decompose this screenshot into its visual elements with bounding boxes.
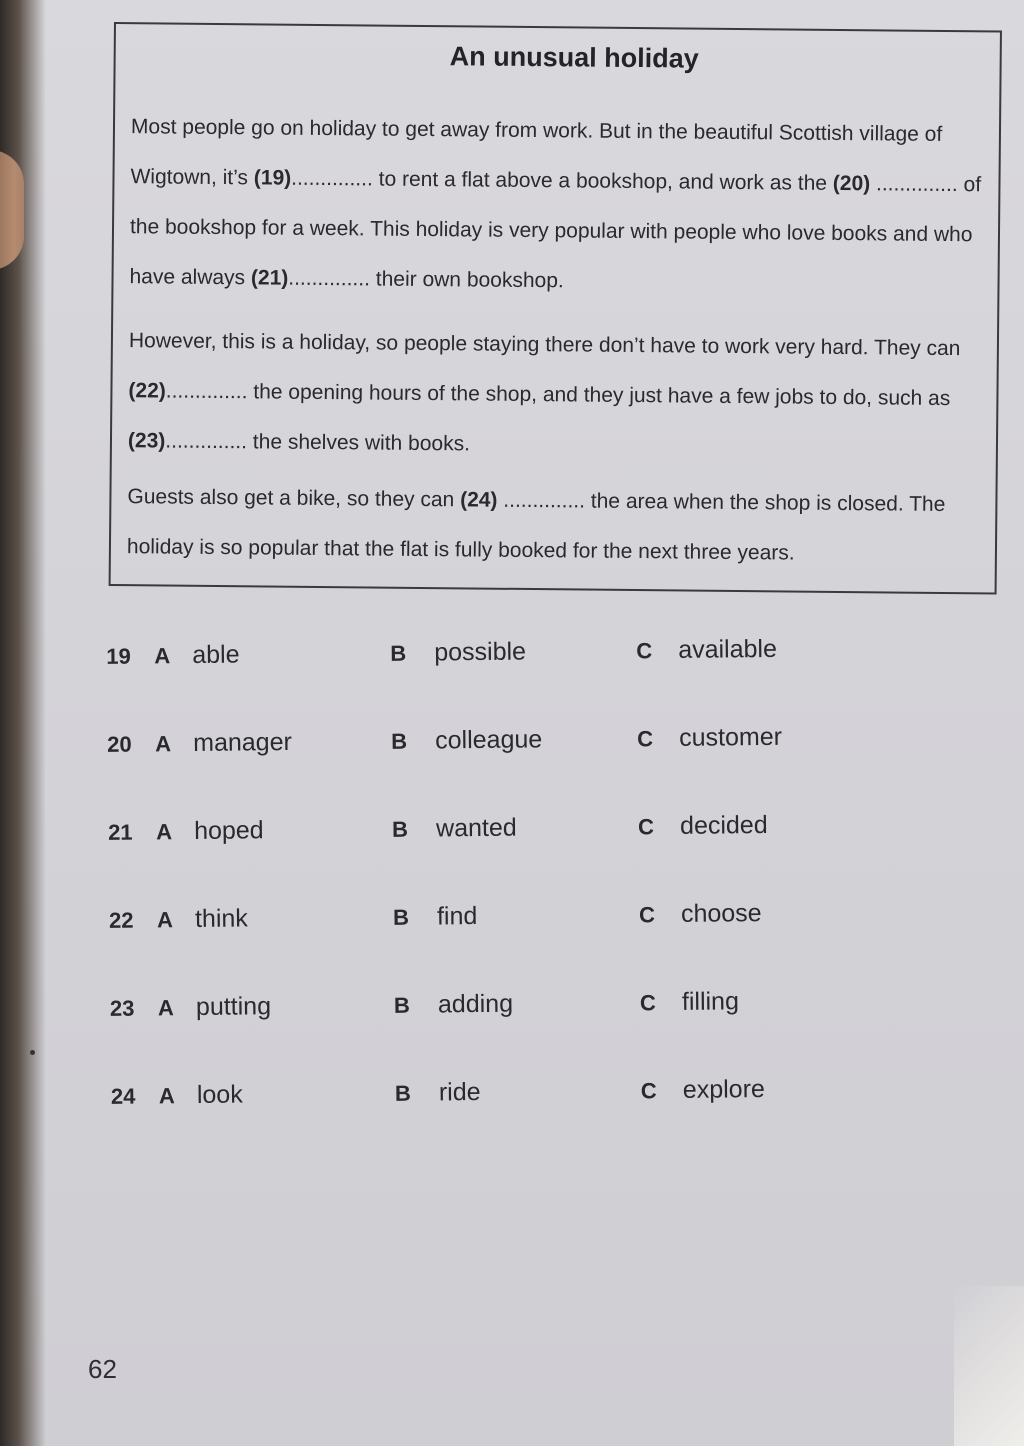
- option-a-word[interactable]: manager: [193, 727, 293, 757]
- option-c-word[interactable]: filling: [681, 987, 740, 1016]
- p2-text-3: the shelves with books.: [252, 430, 471, 456]
- question-row-21: [98, 798, 899, 894]
- p2-text-1: However, this is a holiday, so people staying there don’t have to work very hard. They can: [128, 329, 961, 361]
- option-b-word[interactable]: ride: [438, 1077, 481, 1107]
- question-number: 19: [106, 643, 131, 669]
- option-a-letter: A: [156, 907, 174, 933]
- gap-20-blank: ..............: [875, 172, 958, 197]
- option-a-word[interactable]: hoped: [193, 816, 264, 845]
- gap-19-blank: ..............: [291, 166, 373, 191]
- option-b-word[interactable]: possible: [434, 637, 527, 667]
- option-c-word[interactable]: customer: [679, 722, 783, 752]
- passage-title: An unusual holiday: [449, 41, 699, 74]
- p1-text-1: Most people go on holiday to get away from work. But in the beautiful Scottish village of Wigtown, it’s: [130, 115, 943, 190]
- question-number: 21: [107, 819, 133, 845]
- paragraph-1: [129, 102, 991, 310]
- option-c-letter: C: [637, 726, 654, 752]
- p1-text-2: to rent a flat above a bookshop, and work as the: [378, 167, 828, 195]
- option-a-letter: A: [158, 1083, 175, 1109]
- option-a-letter: A: [155, 819, 173, 845]
- option-b-letter: B: [390, 640, 407, 666]
- question-row-19: [96, 622, 897, 718]
- option-a-word[interactable]: look: [196, 1080, 243, 1109]
- paragraph-3: [127, 472, 988, 580]
- gap-23-blank: ..............: [165, 429, 248, 454]
- option-b-letter: B: [391, 728, 408, 754]
- option-c-word[interactable]: decided: [679, 810, 768, 840]
- option-a-letter: A: [157, 995, 174, 1021]
- gap-24-label: (24): [460, 488, 498, 512]
- gap-24-blank: ..............: [503, 488, 586, 513]
- p3-text-1: Guests also get a bike, so they can: [127, 485, 455, 512]
- gap-21-blank: ..............: [288, 266, 371, 291]
- question-number: 23: [109, 995, 135, 1021]
- p3-text-2: the area when the shop is closed. The holiday is so popular that the flat is fully booked for the next three years.: [126, 489, 946, 565]
- option-a-word[interactable]: able: [192, 640, 240, 669]
- option-c-word[interactable]: explore: [682, 1075, 765, 1104]
- p1-text-4: their own bookshop.: [375, 267, 564, 293]
- gap-23-label: (23): [127, 429, 166, 453]
- option-c-letter: C: [636, 638, 653, 664]
- option-b-letter: B: [394, 1080, 411, 1106]
- gap-20-label: (20): [832, 171, 871, 196]
- option-c-word[interactable]: available: [678, 634, 778, 664]
- page-corner-shadow: [954, 1286, 1024, 1446]
- option-a-letter: A: [155, 731, 172, 757]
- option-b-letter: B: [392, 904, 410, 930]
- page-number: 62: [88, 1354, 117, 1384]
- option-b-word[interactable]: wanted: [435, 813, 517, 843]
- gap-19-label: (19): [253, 166, 292, 190]
- reading-passage-box: [109, 22, 1002, 594]
- gap-22-blank: ..............: [165, 379, 248, 404]
- p1-text-3: of the bookshop for a week. This holiday is very popular with people who love books and who have always: [129, 173, 982, 290]
- option-b-word[interactable]: colleague: [435, 725, 543, 755]
- question-row-22: [99, 886, 900, 982]
- answer-options-list: [96, 622, 901, 1158]
- option-c-letter: C: [640, 1078, 657, 1104]
- gap-22-label: (22): [128, 379, 166, 403]
- question-number: 22: [108, 907, 134, 933]
- option-b-letter: B: [393, 992, 410, 1018]
- question-number: 24: [110, 1083, 136, 1109]
- question-row-23: [100, 974, 901, 1070]
- question-row-24: [101, 1062, 902, 1158]
- paragraph-2: [128, 316, 989, 474]
- option-a-word[interactable]: putting: [195, 992, 272, 1021]
- option-b-word[interactable]: adding: [437, 989, 514, 1019]
- option-a-letter: A: [154, 643, 171, 669]
- option-a-word[interactable]: think: [194, 904, 248, 933]
- question-number: 20: [107, 731, 132, 757]
- question-row-20: [97, 710, 898, 806]
- option-c-word[interactable]: choose: [680, 899, 762, 928]
- option-c-letter: C: [637, 814, 655, 840]
- option-b-letter: B: [391, 816, 409, 842]
- option-b-word[interactable]: find: [436, 902, 478, 931]
- option-c-letter: C: [639, 990, 656, 1016]
- p2-text-2: the opening hours of the shop, and they just have a few jobs to do, such as: [253, 380, 951, 411]
- ink-speck: [30, 1050, 35, 1055]
- option-c-letter: C: [638, 902, 656, 928]
- gap-21-label: (21): [250, 266, 289, 290]
